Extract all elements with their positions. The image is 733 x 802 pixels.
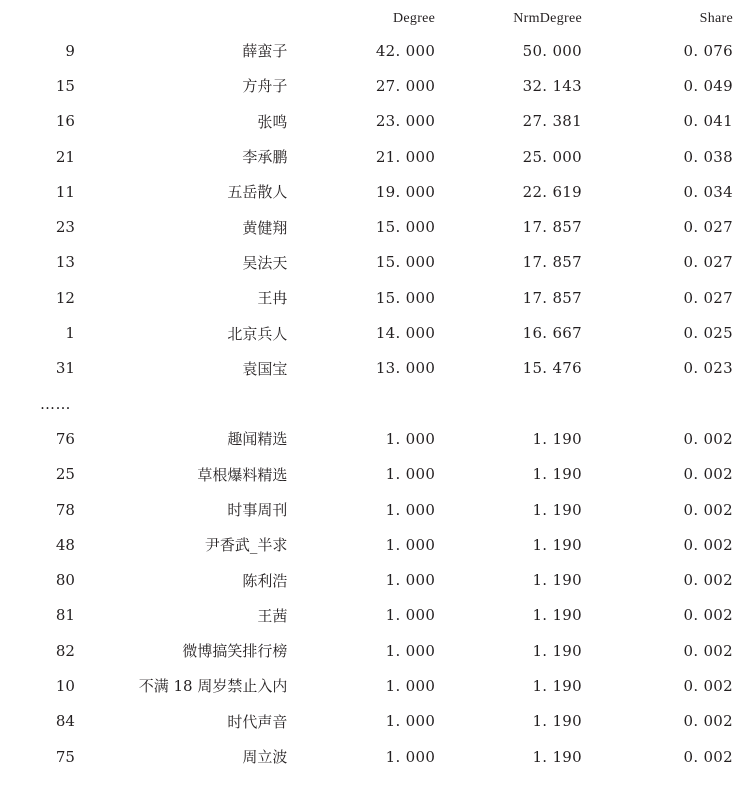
row-account-name: 周立波 [242, 748, 288, 767]
table-row [0, 457, 733, 492]
row-account-name: 张鸣 [257, 112, 288, 131]
row-account-name: 草根爆料精选 [197, 465, 288, 484]
row-share: 0. 002 [683, 535, 733, 554]
row-share: 0. 002 [683, 500, 733, 519]
header-nrm-degree: NrmDegree [513, 11, 582, 26]
row-nrm-degree: 50. 000 [522, 41, 582, 60]
row-account-name: 北京兵人 [227, 324, 288, 343]
table-row [0, 492, 733, 527]
ellipsis-row [0, 386, 733, 421]
row-id: 81 [55, 606, 75, 625]
row-id: 12 [55, 288, 75, 307]
table-row [0, 633, 733, 668]
row-degree: 1. 000 [385, 465, 436, 484]
row-id: 48 [55, 535, 75, 554]
row-nrm-degree: 15. 476 [522, 359, 582, 378]
row-degree: 15. 000 [375, 253, 436, 272]
row-id: 21 [55, 147, 75, 166]
row-id: 76 [55, 429, 75, 448]
row-id: 1 [65, 324, 75, 343]
row-share: 0. 002 [683, 641, 733, 660]
row-share: 0. 027 [683, 288, 733, 307]
row-degree: 15. 000 [375, 218, 436, 237]
header-id [0, 0, 75, 33]
row-account-name: 不满 18 周岁禁止入内 [138, 677, 288, 696]
row-degree: 27. 000 [375, 76, 436, 95]
row-id: 16 [55, 112, 75, 131]
row-account-name: 王冉 [257, 289, 288, 308]
table-row [0, 704, 733, 739]
row-nrm-degree: 17. 857 [522, 218, 582, 237]
table-row [0, 209, 733, 244]
row-nrm-degree: 1. 190 [532, 676, 582, 695]
table-row [0, 68, 733, 103]
row-id: 25 [55, 465, 75, 484]
row-degree: 1. 000 [385, 500, 436, 519]
row-share: 0. 023 [683, 359, 733, 378]
row-nrm-degree: 32. 143 [522, 76, 582, 95]
row-share: 0. 027 [683, 218, 733, 237]
header-name [75, 0, 287, 33]
row-share: 0. 027 [683, 253, 733, 272]
ellipsis-text: …… [40, 394, 71, 413]
row-share: 0. 034 [683, 182, 733, 201]
row-account-name: 黄健翔 [242, 218, 288, 237]
row-share: 0. 076 [683, 41, 733, 60]
row-id: 10 [55, 676, 75, 695]
row-degree: 1. 000 [385, 712, 436, 731]
row-degree: 1. 000 [385, 429, 436, 448]
row-share: 0. 002 [683, 429, 733, 448]
row-nrm-degree: 1. 190 [532, 465, 582, 484]
row-nrm-degree: 27. 381 [522, 112, 582, 131]
header-row [0, 0, 733, 33]
row-nrm-degree: 16. 667 [522, 324, 582, 343]
row-account-name: 时事周刊 [227, 501, 288, 519]
row-degree: 19. 000 [375, 182, 436, 201]
table-row [0, 139, 733, 174]
row-share: 0. 049 [683, 76, 733, 95]
row-nrm-degree: 1. 190 [532, 500, 582, 519]
table-body [0, 33, 733, 774]
row-share: 0. 002 [683, 676, 733, 695]
table-row [0, 245, 733, 280]
row-account-name: 李承鹏 [242, 148, 288, 167]
row-nrm-degree: 1. 190 [532, 712, 582, 731]
row-account-name: 吴法天 [242, 253, 288, 272]
table-row [0, 527, 733, 562]
row-id: 80 [55, 571, 75, 590]
row-degree: 1. 000 [385, 676, 436, 695]
row-nrm-degree: 1. 190 [532, 429, 582, 448]
row-degree: 1. 000 [385, 641, 436, 660]
row-id: 23 [55, 218, 75, 237]
row-account-name: 袁国宝 [242, 359, 288, 378]
row-share: 0. 002 [683, 606, 733, 625]
row-degree: 1. 000 [385, 747, 436, 766]
row-nrm-degree: 25. 000 [522, 147, 582, 166]
row-share: 0. 025 [683, 324, 733, 343]
row-account-name: 趣闻精选 [227, 430, 288, 449]
row-share: 0. 002 [683, 712, 733, 731]
row-account-name: 方舟子 [242, 77, 288, 96]
row-nrm-degree: 1. 190 [532, 641, 582, 660]
table-row [0, 421, 733, 456]
row-nrm-degree: 1. 190 [532, 747, 582, 766]
row-degree: 21. 000 [375, 147, 436, 166]
row-nrm-degree: 1. 190 [532, 535, 582, 554]
table-header [0, 0, 733, 33]
row-id: 75 [55, 747, 75, 766]
row-account-name: 时代声音 [227, 712, 288, 731]
row-id: 82 [55, 641, 75, 660]
row-account-name: 尹香武_半求 [204, 536, 288, 555]
row-account-name: 微博搞笑排行榜 [182, 642, 288, 661]
row-nrm-degree: 17. 857 [522, 253, 582, 272]
row-share: 0. 002 [683, 571, 733, 590]
table-row [0, 351, 733, 386]
row-account-name: 五岳散人 [227, 183, 288, 202]
row-id: 9 [65, 41, 75, 60]
row-share: 0. 041 [683, 112, 733, 131]
table-row [0, 739, 733, 774]
row-id: 13 [55, 253, 75, 272]
table-row [0, 668, 733, 703]
row-id: 11 [55, 182, 75, 201]
table-row [0, 104, 733, 139]
row-nrm-degree: 22. 619 [522, 182, 582, 201]
table-row [0, 33, 733, 68]
row-account-name: 王茜 [257, 606, 288, 625]
row-degree: 23. 000 [375, 112, 436, 131]
row-degree: 1. 000 [385, 606, 436, 625]
row-degree: 1. 000 [385, 535, 436, 554]
row-degree: 13. 000 [375, 359, 436, 378]
row-share: 0. 038 [683, 147, 733, 166]
header-degree: Degree [392, 11, 436, 26]
row-nrm-degree: 1. 190 [532, 571, 582, 590]
row-degree: 42. 000 [375, 41, 436, 60]
table-row [0, 598, 733, 633]
table-row [0, 280, 733, 315]
table-row [0, 315, 733, 350]
header-share: Share [699, 11, 733, 26]
row-id: 84 [55, 712, 75, 731]
row-account-name: 陈利浩 [242, 571, 288, 590]
row-share: 0. 002 [683, 465, 733, 484]
row-nrm-degree: 1. 190 [532, 606, 582, 625]
table-row [0, 562, 733, 597]
table-row [0, 174, 733, 209]
row-degree: 14. 000 [375, 324, 436, 343]
row-account-name: 薛蛮子 [242, 42, 288, 61]
row-degree: 1. 000 [385, 571, 436, 590]
row-id: 78 [55, 500, 75, 519]
row-id: 31 [55, 359, 75, 378]
row-degree: 15. 000 [375, 288, 436, 307]
row-id: 15 [55, 76, 75, 95]
row-share: 0. 002 [683, 747, 733, 766]
row-nrm-degree: 17. 857 [522, 288, 582, 307]
